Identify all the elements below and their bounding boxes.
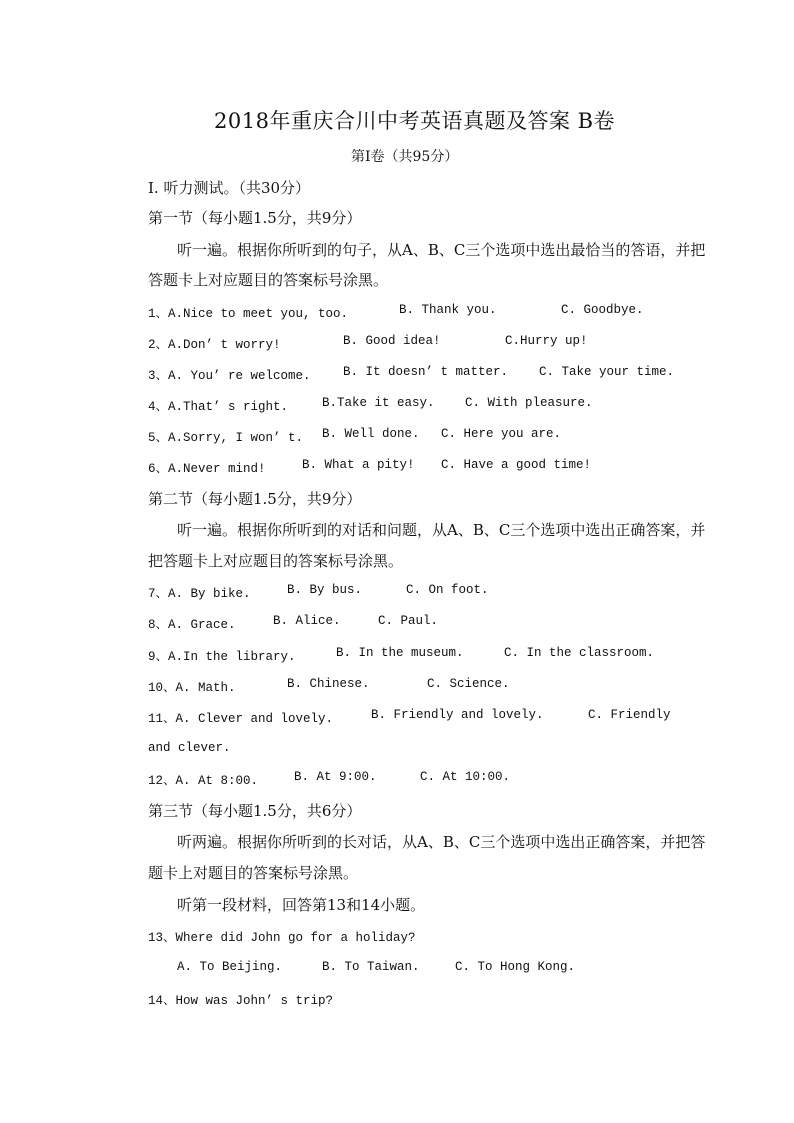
question-5-option-b: B. Well done.: [322, 427, 420, 441]
question-2-option-b: B. Good idea!: [343, 334, 441, 348]
section-2-heading: 第二节（每小题1.5分，共9分）: [148, 490, 362, 508]
question-3-option-a: 3、A. You’ re welcome.: [148, 369, 311, 383]
question-9-option-a: 9、A.In the library.: [148, 650, 296, 664]
question-13: 13、Where did John go for a holiday?: [148, 931, 416, 945]
question-3-option-b: B. It doesn’ t matter.: [343, 365, 509, 379]
section-1-instruction-cont: 答题卡上对应题目的答案标号涂黑。: [148, 271, 389, 289]
page-title: 2018年重庆合川中考英语真题及答案 B卷: [214, 109, 616, 133]
question-14: 14、How was John’ s trip?: [148, 994, 334, 1008]
question-3-option-c: C. Take your time.: [539, 365, 675, 379]
question-4-option-b: B.Take it easy.: [322, 396, 435, 410]
question-12-option-b: B. At 9:00.: [294, 770, 377, 784]
section-3-material-note: 听第一段材料，回答第13和14小题。: [177, 896, 426, 914]
question-10-option-a: 10、A. Math.: [148, 681, 236, 695]
question-1-option-b: B. Thank you.: [399, 303, 497, 317]
section-3-instruction-cont: 题卡上对题目的答案标号涂黑。: [148, 864, 359, 882]
section-3-heading: 第三节（每小题1.5分，共6分）: [148, 802, 362, 820]
question-13-option-c: C. To Hong Kong.: [455, 960, 576, 974]
paper-subtitle: 第Ⅰ卷（共95分）: [351, 149, 459, 165]
question-8-option-a: 8、A. Grace.: [148, 618, 236, 632]
question-6-option-a: 6、A.Never mind!: [148, 462, 266, 476]
question-8-option-b: B. Alice.: [273, 614, 341, 628]
question-11-option-b: B. Friendly and lovely.: [371, 708, 544, 722]
question-9-option-c: C. In the classroom.: [504, 646, 655, 660]
question-1-option-a: 1、A.Nice to meet you, too.: [148, 307, 349, 321]
question-5-option-c: C. Here you are.: [441, 427, 562, 441]
part-heading: I. 听力测试。（共30分）: [148, 179, 311, 197]
question-10-option-c: C. Science.: [427, 677, 510, 691]
question-6-option-b: B. What a pity!: [302, 458, 415, 472]
question-11-option-a: 11、A. Clever and lovely.: [148, 712, 334, 726]
question-13-option-a: A. To Beijing.: [177, 960, 283, 974]
question-7-option-a: 7、A. By bike.: [148, 587, 251, 601]
question-13-option-b: B. To Taiwan.: [322, 960, 420, 974]
question-12-option-a: 12、A. At 8:00.: [148, 774, 259, 788]
question-12-option-c: C. At 10:00.: [420, 770, 511, 784]
question-10-option-b: B. Chinese.: [287, 677, 370, 691]
section-2-instruction-cont: 把答题卡上对应题目的答案标号涂黑。: [148, 552, 404, 570]
question-11-option-c: C. Friendly: [588, 708, 671, 722]
question-7-option-c: C. On foot.: [406, 583, 489, 597]
question-4-option-a: 4、A.That’ s right.: [148, 400, 289, 414]
question-11-option-c-cont: and clever.: [148, 741, 231, 755]
question-6-option-c: C. Have a good time!: [441, 458, 592, 472]
question-4-option-c: C. With pleasure.: [465, 396, 593, 410]
question-1-option-c: C. Goodbye.: [561, 303, 644, 317]
section-1-heading: 第一节（每小题1.5分，共9分）: [148, 209, 362, 227]
question-9-option-b: B. In the museum.: [336, 646, 464, 660]
section-3-instruction: 听两遍。根据你所听到的长对话，从A、B、C三个选项中选出正确答案，并把答: [177, 833, 706, 851]
section-2-instruction: 听一遍。根据你所听到的对话和问题，从A、B、C三个选项中选出正确答案，并: [177, 521, 706, 539]
question-8-option-c: C. Paul.: [378, 614, 439, 628]
question-5-option-a: 5、A.Sorry, I won’ t.: [148, 431, 304, 445]
question-2-option-c: C.Hurry up!: [505, 334, 588, 348]
question-2-option-a: 2、A.Don’ t worry!: [148, 338, 281, 352]
question-7-option-b: B. By bus.: [287, 583, 363, 597]
section-1-instruction: 听一遍。根据你所听到的句子，从A、B、C三个选项中选出最恰当的答语，并把: [177, 241, 706, 259]
